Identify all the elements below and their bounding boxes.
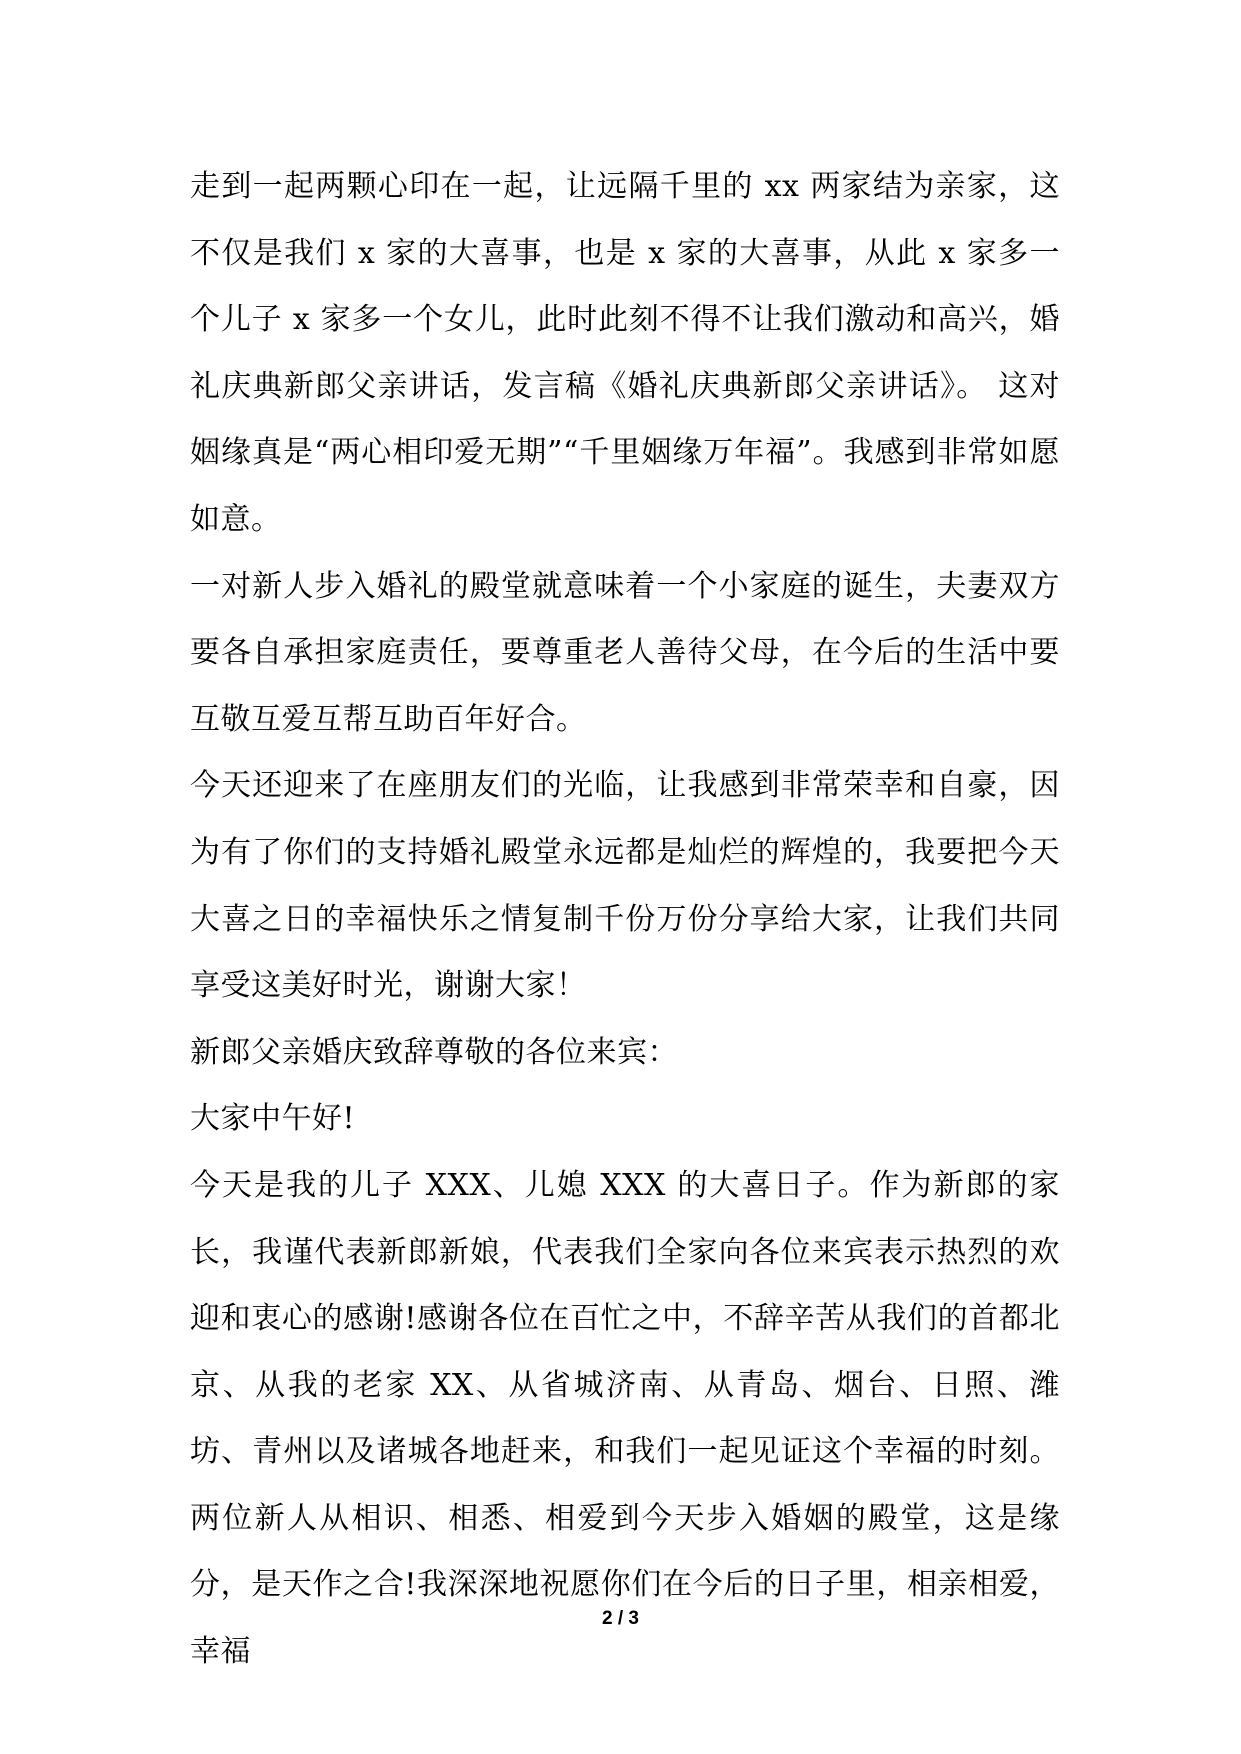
paragraph-4: 新郎父亲婚庆致辞尊敬的各位来宾： bbox=[190, 1034, 678, 1070]
paragraph-3: 今天还迎来了在座朋友们的光临，让我感到非常荣幸和自豪，因为有了你们的支持婚礼殿堂永远都是灿烂的辉煌的，我要把今天大喜之日的幸福快乐之情复制千份万份分享给大家，让我们共同享受这美好时光，谢谢大家！ bbox=[190, 768, 1060, 1004]
paragraph-5: 大家中午好! bbox=[190, 1101, 356, 1137]
paragraph-2: 一对新人步入婚礼的殿堂就意味着一个小家庭的诞生，夫妻双方要各自承担家庭责任，要尊重老人善待父母，在今后的生活中要互敬互爱互帮互助百年好合。 bbox=[190, 568, 1060, 737]
body-text bbox=[190, 154, 1060, 1686]
paragraph-6: 今天是我的儿子 XXX、儿媳 XXX 的大喜日子。作为新郎的家长，我谨代表新郎新娘，代表我们全家向各位来宾表示热烈的欢迎和衷心的感谢!感谢各位在百忙之中，不辞辛苦从我们的首都北京、从我的老家 XX、从省城济南、从青岛、烟台、日照、潍坊、青州以及诸城各地赶来，和我们一起见证这个幸福的时刻。 两位新人从相识、相悉、相爱到今天步入婚姻的殿堂，这是缘分，是天作之合!我深深地祝愿你们在今后的日子里，相亲相爱，幸福 bbox=[190, 1167, 1060, 1670]
page-number: 2 / 3 bbox=[602, 1608, 639, 1629]
paragraph-1: 走到一起两颗心印在一起，让远隔千里的 xx 两家结为亲家，这不仅是我们 x 家的大喜事，也是 x 家的大喜事，从此 x 家多一个儿子 x 家多一个女儿，此时此刻不得不让我们激动和高兴，婚礼庆典新郎父亲讲话，发言稿《婚礼庆典新郎父亲讲话》。 这对姻缘真是“两心相印爱无期”“千里姻缘万年福”。我感到非常如愿如意。 bbox=[190, 169, 1060, 537]
